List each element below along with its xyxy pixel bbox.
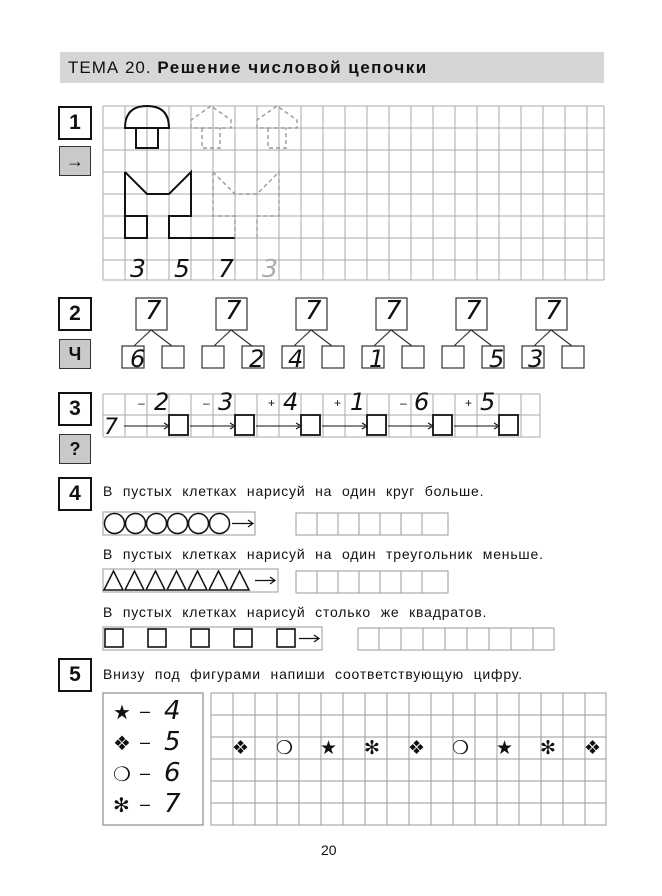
star-icon: ★ <box>496 738 514 759</box>
tree-6-left: 3 <box>528 345 544 373</box>
task-1-digit-1: 3 <box>130 254 146 283</box>
diamond-cluster-icon: ❖ <box>408 738 426 759</box>
asterisk-icon: ✻ <box>364 738 380 759</box>
task-3-number: 3 <box>58 392 92 426</box>
legend-digit-star: 4 <box>164 696 181 726</box>
chain-start: 7 <box>104 415 118 440</box>
circles-row <box>102 511 257 537</box>
task-4-instruction-circles: В пустых клетках нарисуй на один круг больше. <box>103 483 485 499</box>
tree-4-top: 7 <box>385 296 402 326</box>
tree-6-top: 7 <box>545 296 562 326</box>
legend-dash: – <box>140 701 151 721</box>
cat-shape-solid <box>125 172 235 238</box>
task-3-question-sign: ? <box>59 434 91 464</box>
task-1-arrow-sign: → <box>59 146 91 176</box>
chain-op-6-value: 5 <box>480 388 496 416</box>
triangles-row <box>102 568 280 594</box>
star-icon: ★ <box>113 702 131 724</box>
task-2-number: 2 <box>58 297 92 331</box>
chain-op-1-value: 2 <box>154 388 170 416</box>
task-1-traced-digit: 3 <box>262 254 278 283</box>
squares-answer-cells <box>357 627 555 651</box>
task-2-sign: Ч <box>59 339 91 369</box>
tree-5-top: 7 <box>465 296 482 326</box>
star-icon: ★ <box>320 738 338 759</box>
legend-dash: – <box>140 763 151 783</box>
squares-row <box>102 626 324 652</box>
chain-op-3-sign: + <box>268 396 276 410</box>
chain-op-5-value: 6 <box>414 388 430 416</box>
legend-dash: – <box>140 794 151 814</box>
chain-op-4-sign: + <box>334 396 342 410</box>
task-4-number: 4 <box>58 477 92 511</box>
chain-op-1-sign: – <box>138 396 145 410</box>
asterisk-icon: ✻ <box>540 738 556 759</box>
tree-3-top: 7 <box>305 296 322 326</box>
tree-2-right: 2 <box>249 345 265 373</box>
tree-3-left: 4 <box>288 345 304 373</box>
legend-digit-circle: 6 <box>164 758 181 788</box>
chain-op-4-value: 1 <box>350 388 366 416</box>
tree-2-top: 7 <box>225 296 242 326</box>
triangles-answer-cells <box>295 570 449 594</box>
legend-dash: – <box>140 732 151 752</box>
task-1-digit-2: 5 <box>174 254 190 283</box>
tree-1-left: 6 <box>130 345 146 373</box>
page-number: 20 <box>321 842 337 858</box>
topic-heading <box>68 58 428 78</box>
shadowed-circle-icon: ❍ <box>276 738 294 759</box>
task-4-instruction-squares: В пустых клетках нарисуй столько же квадратов. <box>103 604 488 620</box>
chain-op-5-sign: – <box>400 396 407 410</box>
circles-answer-cells <box>295 512 449 536</box>
shadowed-circle-icon: ❍ <box>113 764 131 786</box>
asterisk-icon: ✻ <box>113 795 130 817</box>
diamond-cluster-icon: ❖ <box>113 733 131 755</box>
chain-op-6-sign: + <box>465 396 473 410</box>
task-4-instruction-triangles: В пустых клетках нарисуй на один треугольник меньше. <box>103 546 544 562</box>
tree-1-top: 7 <box>145 296 162 326</box>
task-2-trees <box>100 294 600 374</box>
cat-shape-dashed <box>213 172 279 238</box>
chain-op-3-value: 4 <box>283 388 299 416</box>
chain-op-2-value: 3 <box>218 388 234 416</box>
task-5-number: 5 <box>58 658 92 692</box>
legend-digit-asterisk: 7 <box>164 789 181 819</box>
tree-5-right: 5 <box>489 345 505 373</box>
legend-digit-diamond: 5 <box>164 727 181 757</box>
diamond-cluster-icon: ❖ <box>584 738 602 759</box>
tree-4-left: 1 <box>369 345 385 373</box>
task-1-digit-3: 7 <box>218 254 234 283</box>
topic-title: Решение числовой цепочки <box>157 58 428 77</box>
shadowed-circle-icon: ❍ <box>452 738 470 759</box>
chain-op-2-sign: – <box>203 396 210 410</box>
task-5-instruction: Внизу под фигурами напиши соответствующую цифру. <box>103 666 523 682</box>
diamond-cluster-icon: ❖ <box>232 738 250 759</box>
task-1-number: 1 <box>58 106 92 140</box>
topic-prefix: ТЕМА 20. <box>68 58 152 77</box>
mushroom-shape-dashed <box>191 106 297 148</box>
